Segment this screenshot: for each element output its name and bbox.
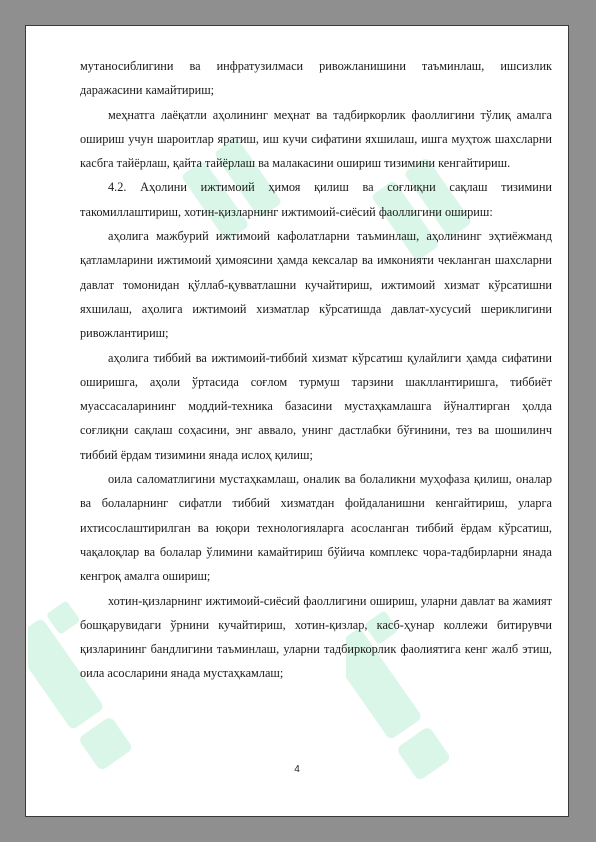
paragraph: аҳолига мажбурий ижтимоий кафолатларни таъминлаш, аҳолининг эҳтиёжманд қатламларини ижтимоий ҳимоясини ҳамда кексалар ва имконияти чекланган шахсларни давлат томонидан қўллаб-қувватлашни кучайтириш, ижтимоий хизмат кўрсатишни яхшилаш, аҳолига ижтимоий хизматлар кўрсатишда давлат-хусусий шериклигини ривожлантириш; [80, 229, 552, 341]
paragraph: мутаносиблигини ва инфратузилмаси ривожланишини таъминлаш, ишсизлик даражасини камайтириш; [80, 59, 552, 98]
section-heading: 4.2. Аҳолини ижтимоий ҳимоя қилиш ва соғлиқни сақлаш тизимини такомиллаштириш, хотин-қизларнинг ижтимоий-сиёсий фаоллигини ошириш: [80, 180, 552, 219]
paragraph: оила саломатлигини мустаҳкамлаш, оналик ва болаликни муҳофаза қилиш, оналар ва болаларнинг сифатли тиббий хизматдан фойдаланишни кенгайтириш, уларга ихтисослаштирилган ва юқори технологияларга асосланган тиббий ёрдам кўрсатиш, чақалоқлар ва болалар ўлимини камайтириш бўйича комплекс чора-тадбирларни янада кенгроқ амалга ошириш; [80, 472, 552, 584]
paragraph: меҳнатга лаёқатли аҳолининг меҳнат ва тадбиркорлик фаоллигини тўлиқ амалга ошириш учун шароитлар яратиш, иш кучи сифатини яхшилаш, ишга муҳтож шахсларни касбга тайёрлаш, қайта тайёрлаш ва малакасини ошириш тизимини кенгайтириш. [80, 107, 552, 171]
page-number: 4 [294, 764, 300, 775]
document-page [25, 25, 569, 817]
document-body [80, 54, 552, 686]
paragraph: аҳолига тиббий ва ижтимоий-тиббий хизмат кўрсатиш қулайлиги ҳамда сифатини оширишга, аҳоли ўртасида соғлом турмуш тарзини шакллантиришга, тиббиёт муассасаларининг моддий-техника базасини мустаҳкамлашга йўналтирган ҳолда соғлиқни сақлаш соҳасини, энг аввало, унинг дастлабки бўғинини, тез ва шошилинч тиббий ёрдам тизимини янада ислоҳ қилиш; [80, 350, 552, 462]
paragraph: хотин-қизларнинг ижтимоий-сиёсий фаоллигини ошириш, уларни давлат ва жамият бошқарувидаги ўрнини кучайтириш, хотин-қизлар, касб-ҳунар коллежи битирувчи қизларининг бандлигини таъминлаш, уларни тадбиркорлик фаолиятига кенг жалб этиш, оила асосларини янада мустаҳкамлаш; [80, 593, 552, 681]
